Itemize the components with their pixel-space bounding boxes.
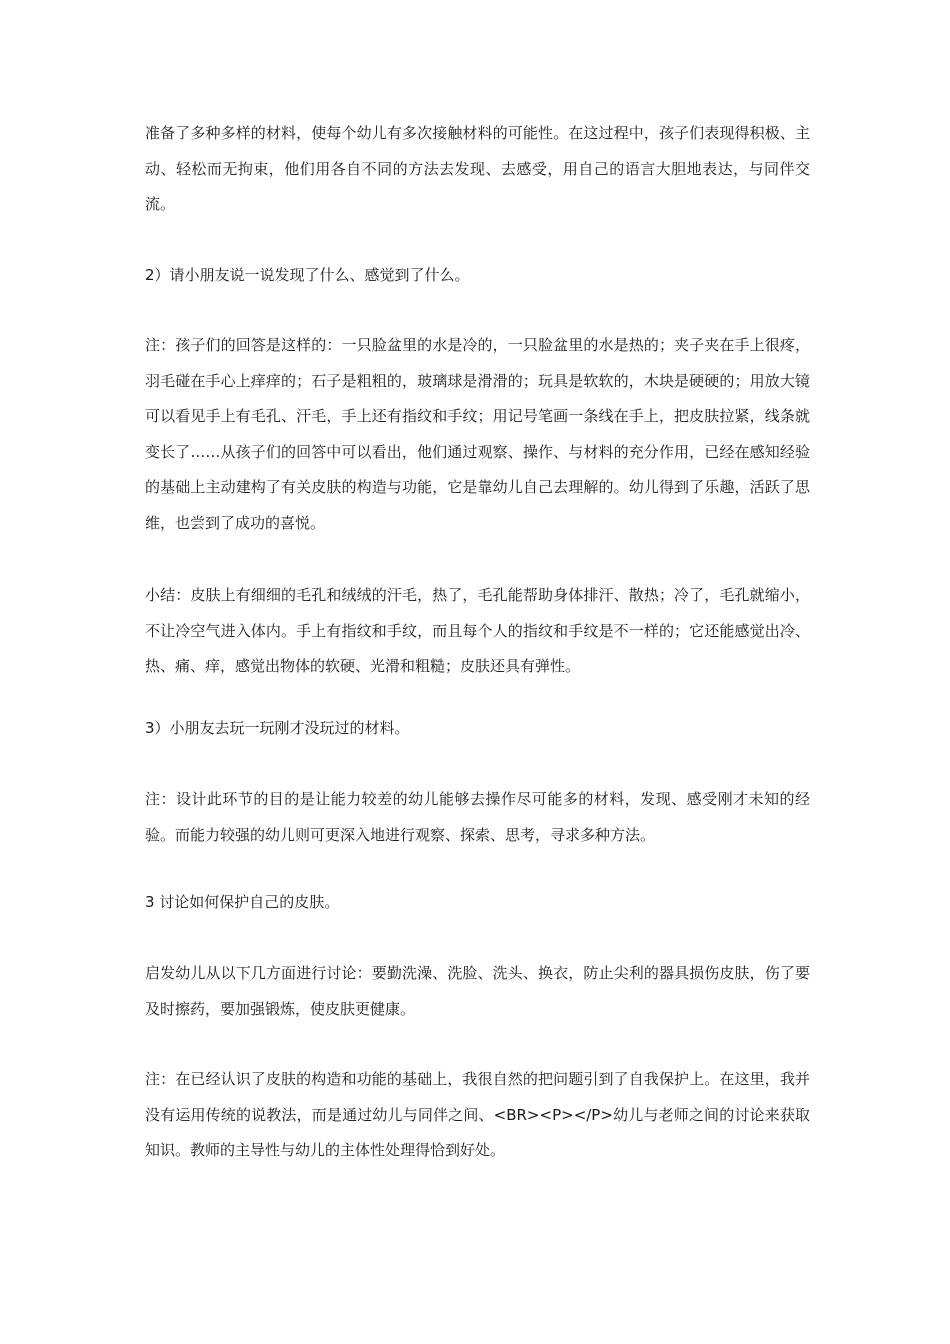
section-heading-discussion: 3 讨论如何保护自己的皮肤。 bbox=[145, 893, 340, 911]
paragraph-note-answers: 注：孩子们的回答是这样的：一只脸盆里的水是冷的，一只脸盆里的水是热的；夹子夹在手上很疼，羽毛碰在手心上痒痒的；石子是粗粗的，玻璃球是滑滑的；玩具是软软的，木块是硬硬的；用放大镜可以看见手上有毛孔、汗毛，手上还有指纹和手纹；用记号笔画一条线在手上，把皮肤拉紧，线条就变长了……从孩子们的回答中可以看出，他们通过观察、操作、与材料的充分作用，已经在感知经验的基础上主动建构了有关皮肤的构造与功能，它是靠幼儿自己去理解的。幼儿得到了乐趣，活跃了思维，也尝到了成功的喜悦。 bbox=[145, 336, 810, 532]
paragraph-step-3: 3）小朋友去玩一玩刚才没玩过的材料。 bbox=[145, 719, 410, 737]
paragraph-note-design: 注：设计此环节的目的是让能力较差的幼儿能够去操作尽可能多的材料，发现、感受刚才未知的经验。而能力较强的幼儿则可更深入地进行观察、探索、思考，寻求多种方法。 bbox=[145, 790, 810, 844]
paragraph-discussion-prompt: 启发幼儿从以下几方面进行讨论：要勤洗澡、洗脸、洗头、换衣，防止尖利的器具损伤皮肤，伤了要及时擦药，要加强锻炼，使皮肤更健康。 bbox=[145, 964, 810, 1018]
paragraph-note-self-protection: 注：在已经认识了皮肤的构造和功能的基础上，我很自然的把问题引到了自我保护上。在这里，我并没有运用传统的说教法，而是通过幼儿与同伴之间、<BR><P></P>幼儿与老师之间的讨论来获取知识。教师的主导性与幼儿的主体性处理得恰到好处。 bbox=[145, 1070, 810, 1159]
paragraph-summary: 小结：皮肤上有细细的毛孔和绒绒的汗毛，热了，毛孔能帮助身体排汗、散热；冷了，毛孔就缩小，不让冷空气进入体内。手上有指纹和手纹，而且每个人的指纹和手纹是不一样的；它还能感觉出冷、热、痛、痒，感觉出物体的软硬、光滑和粗糙；皮肤还具有弹性。 bbox=[145, 586, 810, 675]
paragraph-step-2: 2）请小朋友说一说发现了什么、感觉到了什么。 bbox=[145, 266, 470, 284]
paragraph-materials-intro: 准备了多种多样的材料，使每个幼儿有多次接触材料的可能性。在这过程中，孩子们表现得积极、主动、轻松而无拘束，他们用各自不同的方法去发现、去感受，用自己的语言大胆地表达，与同伴交流。 bbox=[145, 124, 810, 213]
